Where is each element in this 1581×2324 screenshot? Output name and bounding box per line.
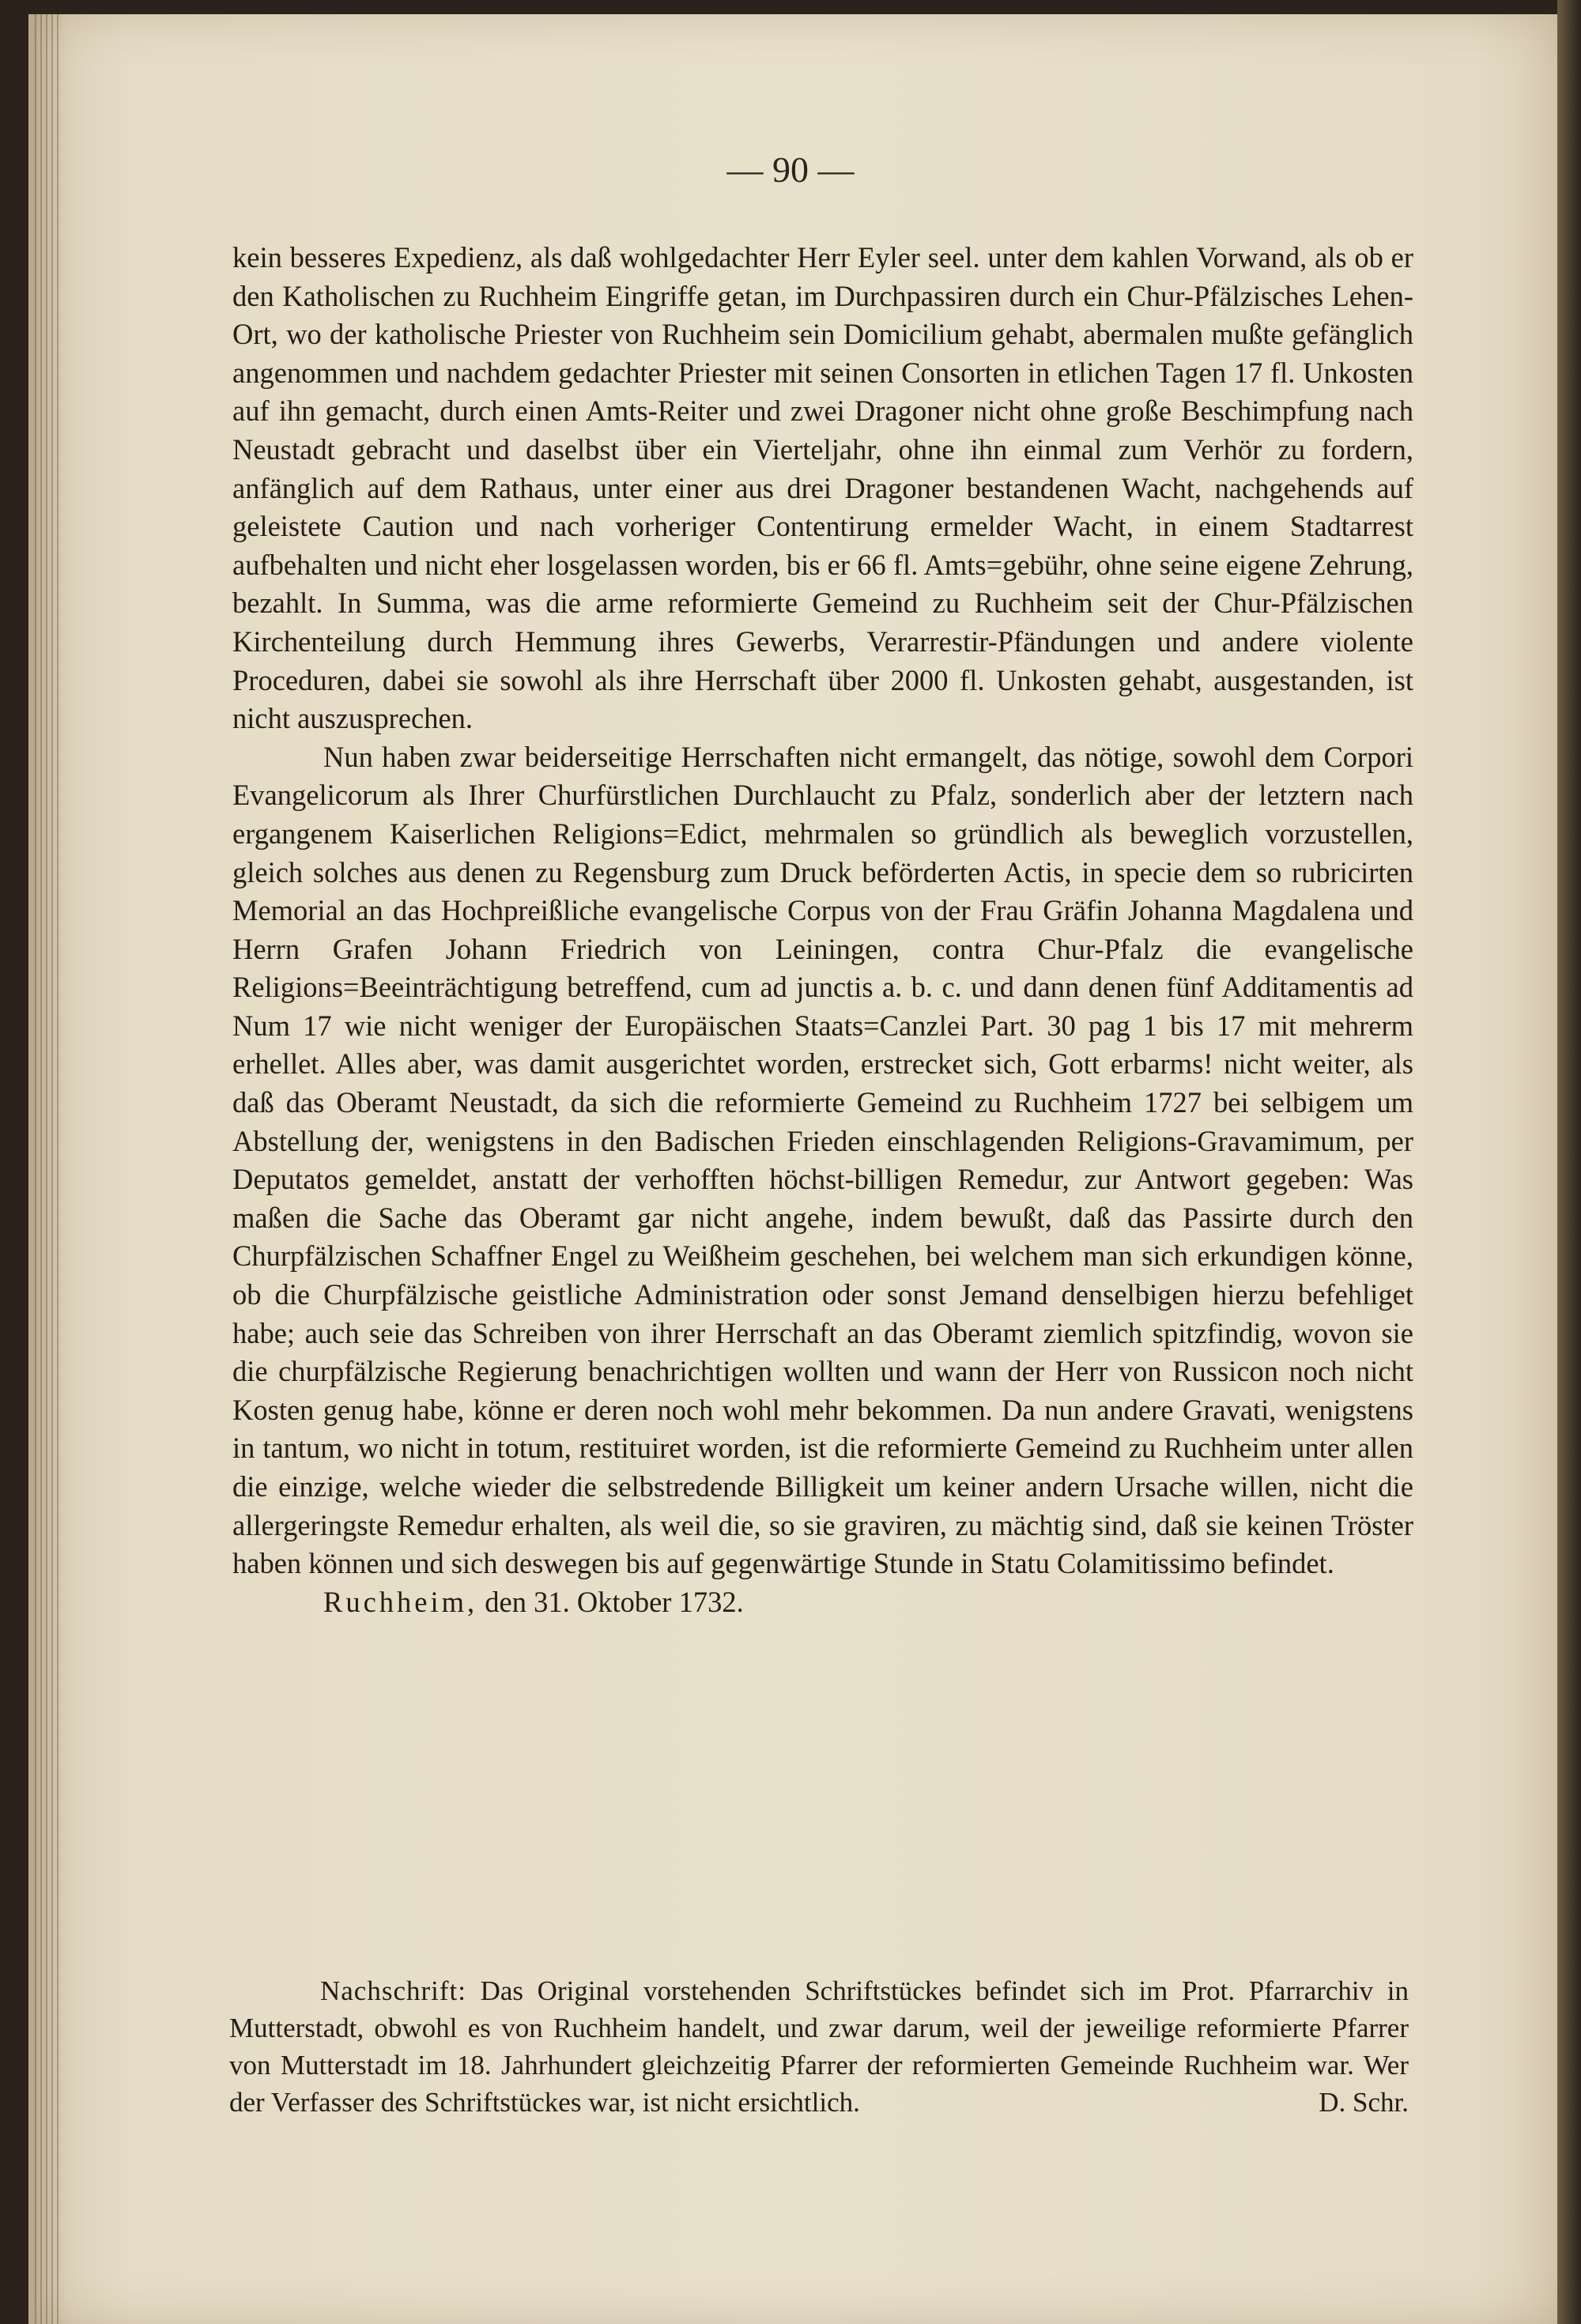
- paragraph-2: Nun haben zwar beiderseitige Herrschaften nicht ermangelt, das nötige, sowohl dem Corpori Evangelicorum als Ihrer Churfürstlichen Durchlaucht zu Pfalz, sonderlich aber der letztern nach ergangenem Kaiserlichen Religions=Edict, mehrmalen so gründlich als beweglich vorzustellen, gleich solches aus denen zu Regensburg zum Druck beförderten Actis, in specie dem so rubricirten Memorial an das Hochpreißliche evangelische Corpus von der Frau Gräfin Johanna Magdalena und Herrn Grafen Johann Friedrich von Leiningen, contra Chur-Pfalz die evangelische Religions=Beeinträchtigung betreffend, cum ad junctis a. b. c. und dann denen fünf Additamentis ad Num 17 wie nicht weniger der Europäischen Staats=Canzlei Part. 30 pag 1 bis 17 mit mehrerm erhellet. Alles aber, was damit ausgerichtet worden, erstrecket sich, Gott erbarms! nicht weiter, als daß das Oberamt Neustadt, da sich die reformierte Gemeind zu Ruchheim 1727 bei selbigem um Abstellung der, wenigstens in den Badischen Frieden einschlagenden Religions-Gravamimum, per Deputatos gemeldet, anstatt der verhofften höchst-billigen Remedur, zur Antwort gegeben: Was maßen die Sache das Oberamt gar nicht angehe, indem bewußt, daß das Passirte durch den Churpfälzischen Schaffner Engel zu Weißheim geschehen, bei welchem man sich erkundigen könne, ob die Churpfälzische geistliche Administration oder sonst Jemand denselbigen hierzu befehliget habe; auch seie das Schreiben von ihrer Herrschaft an das Oberamt ziemlich spitzfindig, wovon sie die churpfälzische Regierung benachrichtigen wollten und wann der Herr von Russicon noch nicht Kosten genug habe, könne er deren noch wohl mehr bekommen. Da nun andere Gravati, wenigstens in tantum, wo nicht in totum, restituiret worden, ist die reformierte Gemeind zu Ruchheim unter allen die einzige, welche wieder die selbstredende Billigkeit um keiner andern Ursache willen, nicht die allergeringste Remedur erhalten, als weil die, so sie graviren, zu mächtig sind, daß sie keinen Tröster haben können und sich deswegen bis auf gegenwärtige Stunde in Statu Colamitissimo befindet.: [232, 740, 1413, 1580]
- book-edge: [35, 14, 58, 2324]
- signature: D. Schr.: [1319, 2087, 1409, 2118]
- page-number: — 90 —: [726, 149, 855, 190]
- postscript-text: Das Original vorstehenden Schriftstückes befindet sich im Prot. Pfarrarchiv in Mutterstadt, obwohl es von Ruchheim handelt, und zwar darum, weil der jeweilige reformierte Pfarrer von Mutterstadt im 18. Jahrhundert gleichzeitig Pfarrer der reformierten Gemeinde Ruchheim war. Wer der Verfasser des Schriftstückes war, ist nicht ersichtlich.: [229, 1975, 1409, 2118]
- dateline-date: den 31. Oktober 1732.: [485, 1585, 744, 1618]
- postscript-paragraph: [229, 1972, 1409, 2121]
- postscript: [229, 1972, 1409, 2121]
- paragraph-1: kein besseres Expedienz, als daß wohlgedachter Herr Eyler seel. unter dem kahlen Vorwand, als ob er den Katholischen zu Ruchheim Eingriffe getan, im Durchpassiren durch ein Chur-Pfälzisches Lehen-Ort, wo der katholische Priester von Ruchheim sein Domicilium gehabt, abermalen mußte gefänglich angenommen und nachdem gedachter Priester mit seinen Consorten in etlichen Tagen 17 fl. Unkosten auf ihn gemacht, durch einen Amts-Reiter und zwei Dragoner nicht ohne große Beschimpfung nach Neustadt gebracht und daselbst über ein Vierteljahr, ohne ihn einmal zum Verhör zu fordern, anfänglich auf dem Rathaus, unter einer aus drei Dragoner bestandenen Wacht, nachgehends auf geleistete Caution und nach vorheriger Contentirung ermelder Wacht, in einem Stadtarrest aufbehalten und nicht eher losgelassen worden, bis er 66 fl. Amts=gebühr, ohne seine eigene Zehrung, bezahlt. In Summa, was die arme reformierte Gemeind zu Ruchheim seit der Chur-Pfälzischen Kirchenteilung durch Hemmung ihres Gewerbs, Verarrestir-Pfändungen und andere violente Proceduren, dabei sie sowohl als ihre Herrschaft über 2000 fl. Unkosten gehabt, ausgestanden, ist nicht auszusprechen.: [232, 241, 1413, 735]
- main-text: [232, 239, 1413, 1621]
- dateline-place: Ruchheim,: [323, 1585, 478, 1618]
- page-shadow: [1557, 0, 1581, 2324]
- postscript-label: Nachschrift:: [320, 1975, 466, 2006]
- dateline: [232, 1583, 1413, 1622]
